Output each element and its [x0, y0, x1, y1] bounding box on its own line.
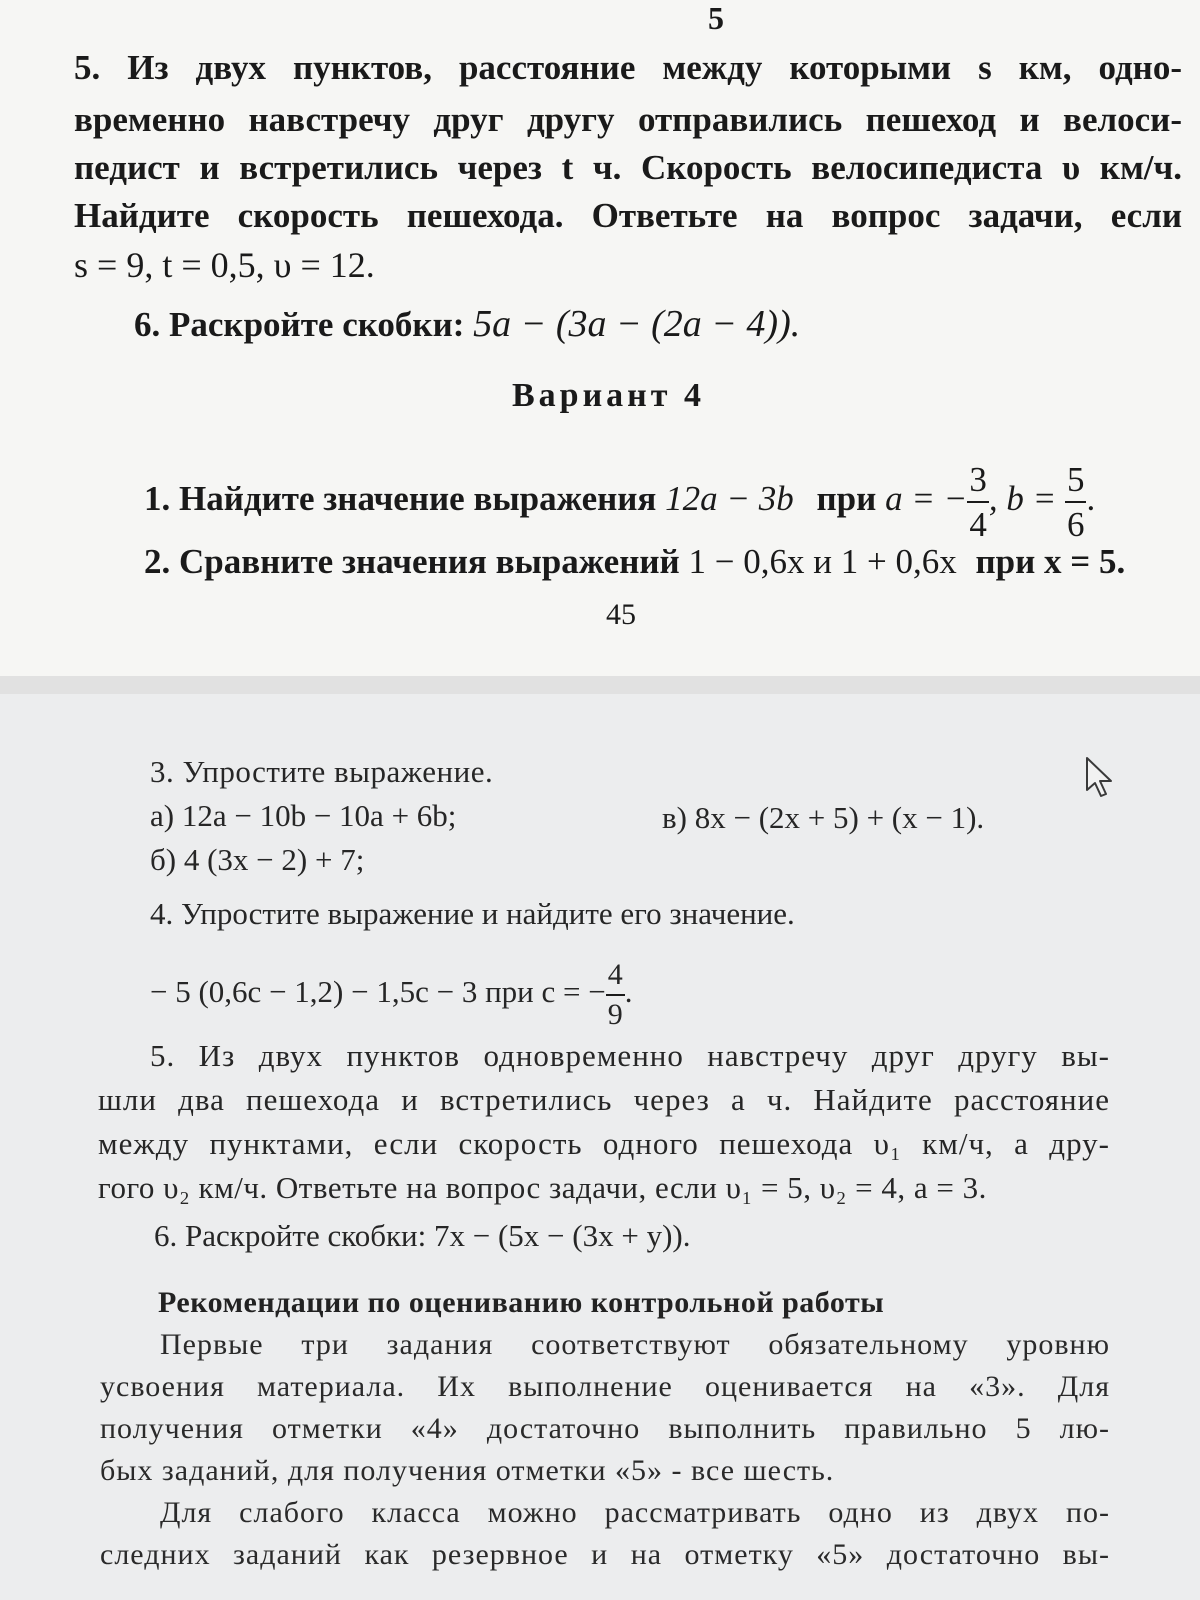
v2-at: при x = 5. [975, 542, 1126, 581]
task4-expr-text: − 5 (0,6c − 1,2) − 1,5c − 3 при c = − [150, 974, 606, 1010]
task5-line-5: s = 9, t = 0,5, υ = 12. [74, 245, 375, 285]
v1-a-denominator: 4 [969, 505, 987, 544]
task4-denominator: 9 [607, 998, 623, 1031]
rec-line-4: бых заданий, для получения отметки «5» - все шесть. [100, 1454, 835, 1487]
v1-b: , b = [988, 479, 1057, 519]
page-number: 5 [708, 0, 724, 36]
task5-line-4: Найдите скорость пешехода. Ответьте на вопрос задачи, если [74, 196, 1182, 235]
task4-expression [150, 960, 633, 1030]
task6-expression: 5a − (3a − (2a − 4)). [473, 303, 801, 345]
btask5-line-4: гого υ₂ км/ч. Ответьте на вопрос задачи, если υ₁ = 5, υ₂ = 4, a = 3. [98, 1170, 987, 1205]
v2-and: и [813, 542, 832, 581]
task4-title: 4. Упростите выражение и найдите его значение. [150, 896, 795, 931]
v1-b-fraction [1065, 462, 1087, 542]
v1-a: a = − [885, 479, 968, 519]
btask5-line-3: между пунктами, если скорость одного пешехода υ₁ км/ч, а дру- [98, 1126, 1110, 1161]
rec-line-5: Для слабого класса можно рассматривать одно из двух по- [160, 1496, 1110, 1529]
task4-fraction [606, 960, 625, 1030]
task4-end: . [624, 974, 633, 1010]
v1-label: 1. Найдите значение выражения [144, 479, 657, 519]
task3-b: б) 4 (3x − 2) + 7; [150, 842, 365, 877]
task3-a: а) 12a − 10b − 10a + 6b; [150, 798, 457, 833]
task4-numerator: 4 [606, 960, 625, 996]
page-gap [0, 676, 1200, 694]
v1-a-fraction [967, 462, 989, 542]
v2-expression-2: 1 + 0,6x [840, 542, 957, 581]
variant-title: Вариант 4 [512, 377, 705, 414]
top-page [0, 0, 1200, 677]
v1-b-denominator: 6 [1066, 505, 1085, 544]
rec-line-3: получения отметки «4» достаточно выполнить правильно 5 лю- [100, 1412, 1110, 1445]
v1-at: при [816, 479, 877, 519]
mouse-pointer-icon [1084, 756, 1114, 800]
rec-line-1: Первые три задания соответствуют обязательному уровню [160, 1328, 1110, 1361]
v1-end: . [1086, 479, 1096, 519]
task5-line-1: 5. Из двух пунктов, расстояние между которыми s км, одно- [74, 48, 1182, 87]
task6-label: 6. Раскройте скобки: [134, 305, 465, 344]
page-number-45: 45 [606, 598, 636, 631]
v2-expression-1: 1 − 0,6x [688, 542, 805, 581]
task3-v: в) 8x − (2x + 5) + (x − 1). [662, 800, 985, 835]
variant-task2 [144, 542, 1125, 582]
rec-line-2: усвоения материала. Их выполнение оценивается на «3». Для [100, 1370, 1110, 1403]
variant-task1 [144, 462, 1095, 542]
task5-line-3: педист и встретились через t ч. Скорость велосипедиста υ км/ч. [74, 148, 1182, 187]
btask6: 6. Раскройте скобки: 7x − (5x − (3x + y)). [154, 1218, 691, 1253]
task3-title: 3. Упростите выражение. [150, 754, 494, 789]
btask5-line-2: шли два пешехода и встретились через a ч. Найдите расстояние [98, 1082, 1110, 1117]
v2-label: 2. Сравните значения выражений [144, 542, 680, 581]
rec-line-6: следних заданий как резервное и на отметку «5» достаточно вы- [100, 1538, 1110, 1571]
v1-expression: 12a − 3b [665, 479, 794, 519]
v1-b-numerator: 5 [1065, 462, 1087, 503]
task6 [134, 302, 800, 346]
v1-a-numerator: 3 [967, 462, 989, 503]
recommendations-title: Рекомендации по оцениванию контрольной работы [158, 1286, 885, 1319]
task5-line-2: временно навстречу друг другу отправились пешеход и велоси- [74, 100, 1182, 139]
btask5-line-1: 5. Из двух пунктов одновременно навстречу друг другу вы- [150, 1038, 1110, 1073]
